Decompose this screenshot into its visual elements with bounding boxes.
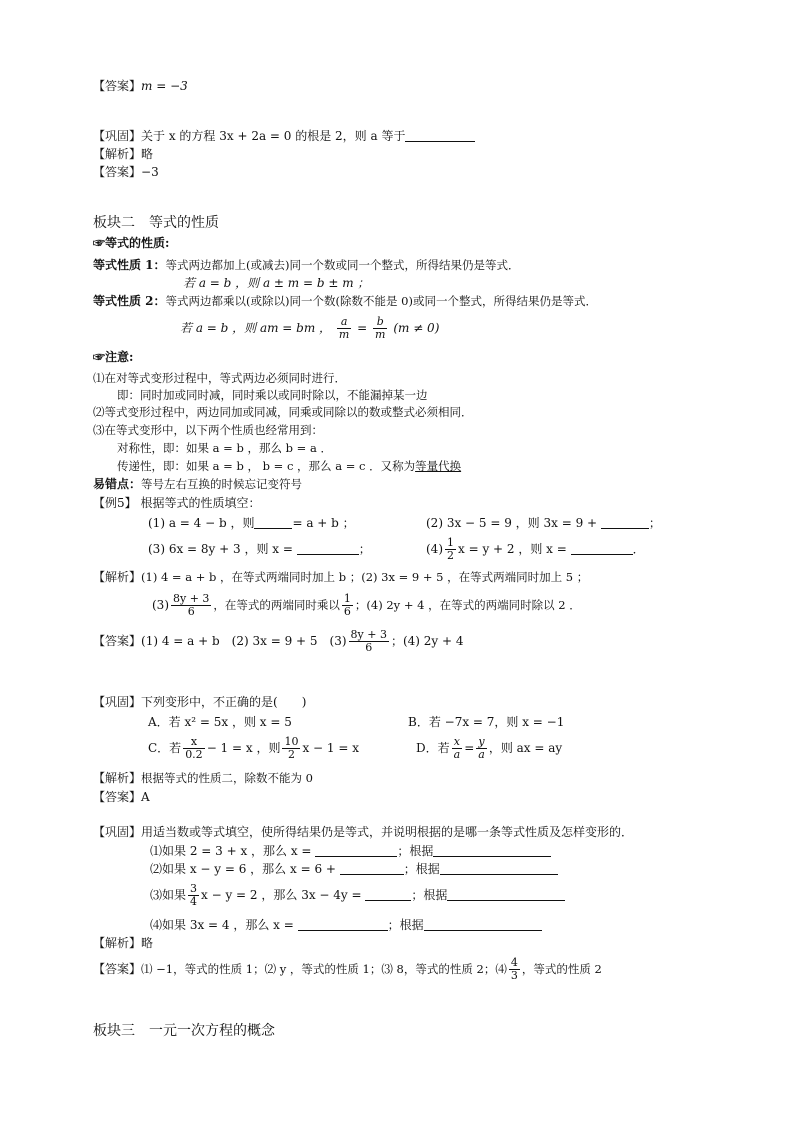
reason-blank — [424, 918, 542, 931]
fraction: $\frac{a}{m}$ — [338, 315, 350, 341]
reason-blank — [447, 888, 565, 901]
top-answer — [93, 78, 188, 94]
fraction: $\frac{y}{a}$ — [478, 735, 485, 761]
answer-blank — [571, 542, 633, 555]
analysis-tag: 【解析】 — [93, 771, 142, 785]
consolidation-3-q4: ⑷如果 3x = 4 ，那么 x = ；根据 — [150, 917, 542, 933]
answer-blank — [405, 129, 475, 142]
note-1: ⑴在对等式变形过程中，等式两边必须同时进行． — [93, 371, 346, 385]
mistake-point — [93, 476, 302, 492]
analysis-tag: 【解析】 — [93, 570, 142, 584]
fraction: $\frac{8y + 3}{6}$ — [350, 628, 387, 654]
formula-text: 若 a = b ，则 am = bm ， — [180, 321, 332, 335]
answer-blank — [340, 862, 404, 875]
property-label: 等式性质 2： — [93, 294, 166, 308]
consolidation-3-q3: ⑶如果 $\frac{3}{4}$ x − y = 2 ，那么 3x − 4y = ；根据 — [150, 881, 565, 909]
consolidation-2-analysis — [93, 770, 313, 786]
answer-blank — [297, 542, 359, 555]
section-title: 板块二 等式的性质 — [93, 215, 219, 231]
note-3b: 传递性，即：如果 a = b ， b = c ，那么 a = c ．又称为等量代换 — [117, 459, 462, 473]
reason-blank — [433, 844, 551, 857]
answer-tag: 【答案】 — [93, 790, 142, 804]
analysis-text: 略 — [141, 147, 154, 161]
answer-text: m = −3 — [141, 79, 188, 93]
mistake-text: 等号左右互换的时候忘记变符号 — [141, 477, 303, 491]
example-stem: 根据等式的性质填空： — [140, 496, 261, 510]
consolidation-3-answer: 【答案】⑴ −1，等式的性质 1；⑵ y ，等式的性质 1；⑶ 8，等式的性质 2；⑷ $\frac{4}{3}$ ，等式的性质 2 — [93, 956, 602, 982]
answer-blank — [601, 516, 649, 529]
example-q2: (2) 3x − 5 = 9 ，则 3x = 9 + ； — [426, 516, 661, 530]
fraction: $\frac{1}{6}$ — [343, 592, 351, 618]
example-q1: (1) a = 4 − b ，则 = a + b ； — [148, 516, 355, 530]
answer-tag: 【答案】 — [93, 634, 142, 648]
consolidation-2-answer — [93, 789, 150, 805]
fraction: $\frac{x}{0.2}$ — [185, 735, 203, 761]
note-3a: 对称性，即：如果 a = b ，那么 b = a ． — [117, 441, 332, 455]
answer-tag: 【答案】 — [93, 962, 142, 976]
option-a: A．若 x² = 5x ，则 x = 5 — [148, 715, 292, 729]
answer-blank — [315, 844, 397, 857]
fraction: $\frac{1}{2}$ — [447, 536, 454, 562]
consolidation-3-q2: ⑵如果 x − y = 6 ，那么 x = 6 + ；根据 — [150, 861, 558, 877]
property-label: 等式性质 1： — [93, 258, 166, 272]
property-1-formula: 若 a = b ，则 a ± m = b ± m ； — [183, 276, 370, 290]
knowledge-label: ☞等式的性质: — [93, 236, 170, 250]
property-text: 等式两边都乘以(或除以)同一个数(除数不能是 0)或同一个整式，所得结果仍是等式． — [165, 294, 597, 308]
analysis-line — [93, 146, 153, 162]
consolidation-tag: 【巩固】 — [93, 825, 142, 839]
consolidation-3-analysis — [93, 935, 153, 951]
fraction: $\frac{8y + 3}{6}$ — [173, 592, 210, 618]
example-tag: 【例5】 — [93, 496, 137, 510]
consolidation-3-q1: ⑴如果 2 = 3 + x ，那么 x = ；根据 — [150, 843, 551, 859]
fraction: $\frac{b}{m}$ — [375, 315, 386, 341]
question-text: 关于 x 的方程 3x + 2a = 0 的根是 2，则 a 等于 — [141, 129, 406, 143]
fraction: $\frac{3}{4}$ — [190, 882, 198, 908]
answer-blank — [298, 918, 388, 931]
example-answer: 【答案】(1) 4 = a + b (2) 3x = 9 + 5 (3) $\frac{8y + 3}{6}$ ；(4) 2y + 4 — [93, 628, 464, 654]
underlined-term: 等量代换 — [415, 459, 462, 473]
example-q3: (3) 6x = 8y + 3 ，则 x = ； — [148, 542, 371, 556]
section-title: 板块三 一元一次方程的概念 — [93, 1023, 275, 1039]
note-2: ⑵等式变形过程中，两边同加或同减，同乘或同除以的数或整式必须相同． — [93, 405, 473, 419]
property-2-formula: 若 a = b ，则 am = bm ， $\frac{a}{m}$ = $\frac{b}{m}$ (m ≠ 0) — [180, 315, 440, 341]
example-analysis-1 — [93, 569, 588, 585]
answer-text: −3 — [141, 165, 159, 179]
answer-tag: 【答案】 — [93, 79, 142, 93]
example-5-stem — [93, 495, 260, 511]
answer-line — [93, 164, 159, 180]
note-1b: 即：同时加或同时减，同时乘以或同时除以，不能漏掉某一边 — [117, 388, 428, 402]
condition: (m ≠ 0) — [393, 321, 440, 335]
analysis-text: 略 — [141, 936, 154, 950]
mistake-label: 易错点： — [93, 477, 142, 491]
answer-tag: 【答案】 — [93, 165, 142, 179]
property-text: 等式两边都加上(或减去)同一个数或同一个整式，所得结果仍是等式． — [165, 258, 520, 272]
answer-blank — [365, 888, 411, 901]
answer-blank — [254, 516, 292, 529]
fraction: $\frac{10}{2}$ — [284, 735, 299, 761]
analysis-text: (1) 4 = a + b ，在等式两端同时加上 b ；(2) 3x = 9 + 5 ，在等式两端同时加上 5 ； — [141, 570, 589, 584]
option-b: B．若 −7x = 7，则 x = −1 — [408, 715, 565, 729]
consolidation-3-stem — [93, 824, 633, 840]
fraction: $\frac{x}{a}$ — [453, 735, 461, 761]
reason-blank — [440, 862, 558, 875]
note-3: ⑶在等式变形中，以下两个性质也经常用到： — [93, 423, 323, 437]
example-analysis-2: (3) $\frac{8y + 3}{6}$ ，在等式的两端同时乘以 $\frac{1}{6}$ ；(4) 2y + 4 ，在等式的两端同时除以 2 ． — [152, 592, 581, 618]
note-label: ☞注意: — [93, 350, 134, 364]
analysis-text: 根据等式的性质二，除数不能为 0 — [141, 771, 313, 785]
consolidation-2-stem — [93, 694, 306, 710]
fraction: $\frac{4}{3}$ — [510, 956, 518, 982]
answer-text: A — [141, 790, 150, 804]
consolidation-question — [93, 128, 475, 144]
consolidation-tag: 【巩固】 — [93, 129, 142, 143]
example-q4: (4) $\frac{1}{2}$ x = y + 2 ，则 x = ． — [426, 536, 645, 562]
property-2 — [93, 293, 597, 309]
option-c: C．若 $\frac{x}{0.2}$ − 1 = x ，则 $\frac{10}{2}$ x − 1 = x — [148, 735, 360, 761]
property-1 — [93, 257, 520, 273]
question-text: 用适当数或等式填空，使所得结果仍是等式，并说明根据的是哪一条等式性质及怎样变形的． — [141, 825, 634, 839]
consolidation-tag: 【巩固】 — [93, 695, 142, 709]
question-text: 下列变形中，不正确的是( ) — [141, 695, 307, 709]
option-d: D．若 $\frac{x}{a}$ = $\frac{y}{a}$ ，则 ax = ay — [416, 735, 563, 761]
analysis-tag: 【解析】 — [93, 147, 142, 161]
analysis-tag: 【解析】 — [93, 936, 142, 950]
